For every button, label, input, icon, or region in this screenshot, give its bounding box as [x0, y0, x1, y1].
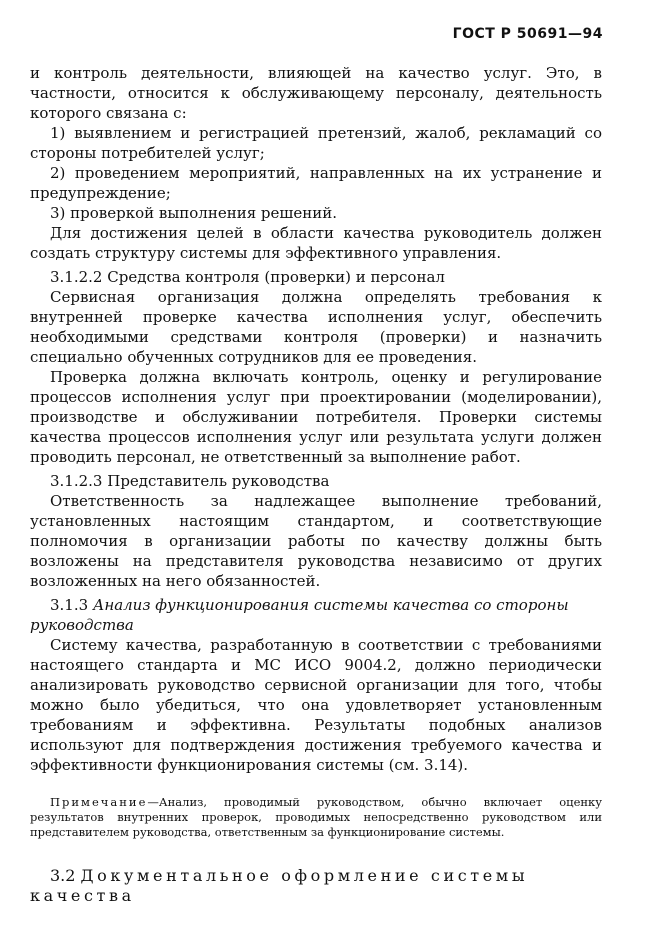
paragraph-continuation: и контроль деятельности, влияющей на качество услуг. Это, в частности, относится к обслуживающему персоналу, деятельность которого связана с:: [30, 64, 602, 122]
list-item-1: 1) выявлением и регистрацией претензий, жалоб, рекламаций со стороны потребителей услуг;: [30, 124, 602, 162]
note: [30, 795, 602, 840]
list-item-2: 2) проведением мероприятий, направленных на их устранение и предупреждение;: [30, 164, 602, 202]
document-body: [30, 63, 602, 906]
section-title: Документальное оформление системы качества: [30, 866, 529, 905]
heading-3-1-3-title: Анализ функционирования системы качества со стороны руководства: [30, 596, 569, 634]
heading-3-1-3: [30, 595, 602, 635]
paragraph-management-goals: Для достижения целей в области качества руководитель должен создать структуру системы для эффективного управления.: [30, 224, 602, 262]
paragraph-system-analysis: Систему качества, разработанную в соответствии с требованиями настоящего стандарта и МС ИСО 9004.2, должно периодически анализировать руководство сервисной организации для того, чтобы можно было убедиться, что она удовлетворяет установленным требованиям и эффективна. Результаты подобных анализов используют для подтверждения достижения требуемого качества и эффективности функционирования системы (см. 3.14).: [30, 636, 602, 774]
page-header: [0, 26, 661, 46]
heading-3-1-2-3: 3.1.2.3 Представитель руководства: [50, 472, 330, 490]
paragraph-responsibility: Ответственность за надлежащее выполнение требований, установленных настоящим стандартом, и соответствующие полномочия в организации работы по качеству должны быть возложены на представителя руководства независимо от других возложенных на него обязанностей.: [30, 492, 602, 590]
paragraph-inspection-scope: Проверка должна включать контроль, оценку и регулирование процессов исполнения услуг при проектировании (моделировании), производстве и обслуживании потребителя. Проверки системы качества процессов исполнения услуг или результата услуги должен проводить персонал, не ответственный за выполнение работ.: [30, 368, 602, 466]
standard-designation: ГОСТ Р 50691—94: [452, 26, 603, 42]
heading-3-1-3-number: 3.1.3: [50, 596, 89, 614]
note-dash: —: [147, 795, 159, 809]
section-heading-3-2: [30, 866, 602, 906]
paragraph-internal-inspection: Сервисная организация должна определять требования к внутренней проверке качества исполнения услуг, обеспечить необходимыми средствами контроля (проверки) и назначить специально обученных сотрудников для ее проведения.: [30, 288, 602, 366]
heading-3-1-2-2: 3.1.2.2 Средства контроля (проверки) и персонал: [50, 268, 445, 286]
note-label: Примечание: [50, 795, 148, 809]
note-text: Анализ, проводимый руководством, обычно включает оценку результатов внутренних проверок, проводимых непосредственно руководством или представителем руководства, ответственным за функционирование системы.: [30, 795, 602, 839]
section-number: 3.2: [50, 866, 76, 885]
list-item-3: 3) проверкой выполнения решений.: [50, 204, 337, 222]
